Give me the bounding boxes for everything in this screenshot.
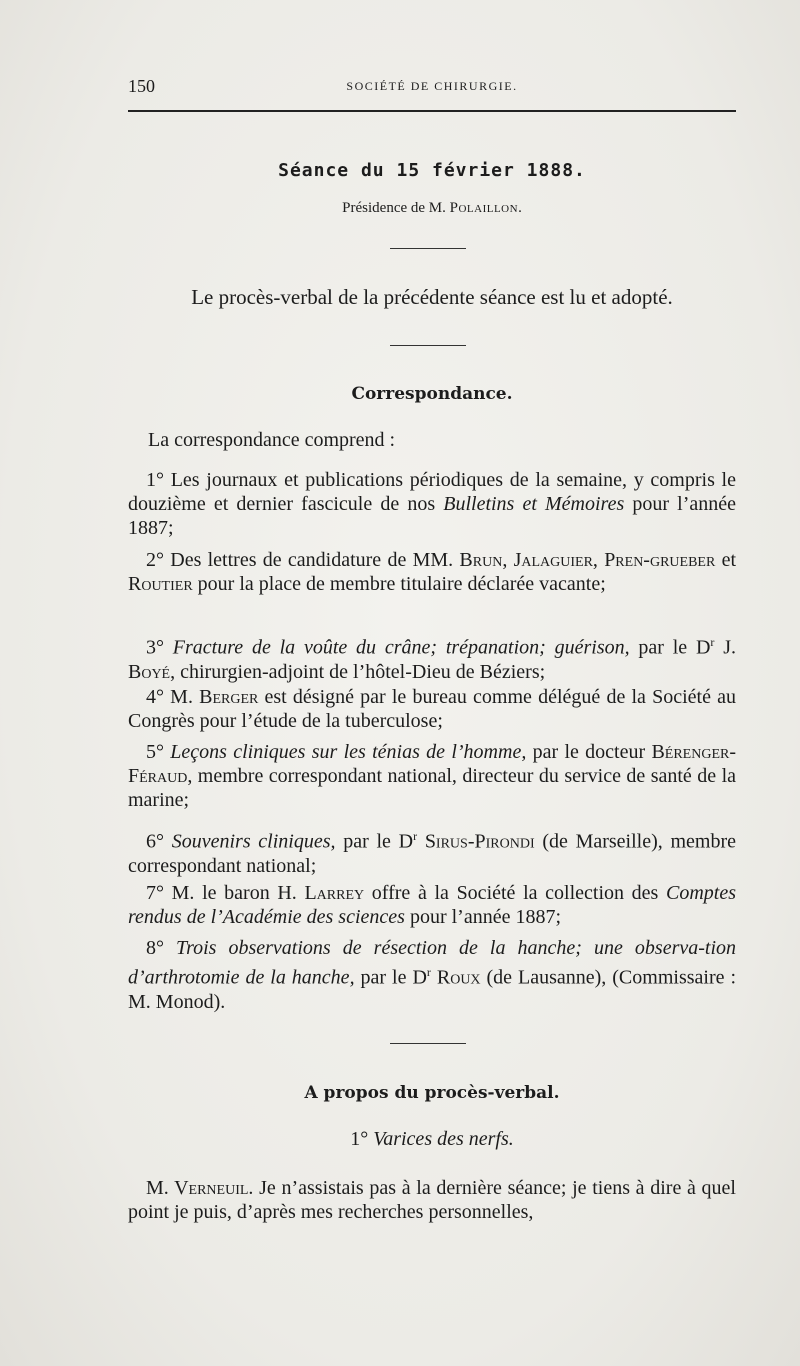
subtitle-italic: Varices des nerfs.	[373, 1128, 514, 1150]
page-number: 150	[128, 76, 155, 96]
verneuil-paragraph	[128, 1176, 736, 1224]
person-name: Berger	[199, 686, 259, 708]
item-text: 7° M. le baron H.	[146, 882, 305, 904]
superscript: r	[710, 635, 715, 649]
item-title-italic: Comptes rendus de l’Académie des sciences	[128, 882, 736, 928]
correspondance-item-4	[128, 685, 736, 733]
item-text: 1° Les journaux et publications périodiques de la semaine, y compris le douzième et dernier fascicule de nos	[128, 469, 736, 515]
item-text: et	[715, 549, 737, 571]
header-rule	[128, 110, 736, 112]
paragraph-text: Je n’assistais pas à la dernière séance; je tiens à dire à quel point je puis, d’après mes recherches personnelles,	[128, 1177, 736, 1223]
running-head: SOCIÉTÉ DE CHIRURGIE.	[346, 79, 518, 93]
item-text: est désigné par le bureau comme délégué de la Société au Congrès pour l’étude de la tuberculose;	[128, 686, 737, 732]
item-text: pour la place de membre titulaire déclarée vacante;	[192, 573, 606, 595]
item-text: 4° M.	[146, 686, 200, 708]
correspondance-item-7	[128, 881, 736, 929]
item-text: par le docteur	[526, 741, 652, 763]
item-text: 5°	[146, 741, 171, 763]
correspondance-item-5	[128, 740, 736, 812]
correspondance-item-2	[128, 548, 736, 596]
correspondance-item-6	[128, 824, 736, 878]
item-text: , chirurgien-adjoint de l’hôtel-Dieu de Béziers;	[170, 660, 546, 683]
person-name: Boyé	[128, 660, 171, 683]
presidence-suffix: .	[518, 200, 522, 216]
presidence-prefix: Présidence de M.	[342, 200, 450, 216]
person-name: Routier	[128, 573, 193, 595]
item-title-italic: Fracture de la voûte du crâne; trépanation; guérison,	[172, 636, 630, 659]
item-title-italic: Trois observations de résection de la hanche; une observa-tion d’arthrotomie de la hanche,	[128, 937, 737, 989]
item-text: pour l’année 1887;	[404, 906, 562, 928]
item-text: 8°	[146, 937, 177, 959]
item-text: J.	[714, 636, 736, 659]
correspondance-item-3	[128, 630, 736, 684]
item-text: par le D	[335, 830, 414, 853]
item-text: 6°	[146, 830, 172, 853]
page-header	[128, 76, 736, 100]
superscript: r	[413, 829, 418, 843]
section-divider	[390, 1043, 466, 1044]
section-divider	[390, 248, 466, 249]
person-name: Pren-grueber	[604, 549, 716, 571]
item-text: par le D	[354, 966, 427, 989]
item-text: (de Marseille), membre correspondant national;	[128, 830, 737, 877]
person-name: Sirus-Pirondi	[424, 830, 535, 853]
item-text: (de Lausanne), (Commissaire : M. Monod).	[128, 966, 737, 1013]
superscript: r	[426, 965, 431, 979]
session-title: Séance du 15 février 1888.	[278, 160, 586, 181]
president-name: Polaillon	[449, 200, 519, 216]
correspondance-item-8	[128, 936, 736, 1014]
correspondance-heading: Correspondance.	[351, 384, 513, 404]
item-text: par le D	[629, 636, 711, 659]
item-text: ,	[502, 549, 514, 571]
speaker-name: M. Verneuil.	[146, 1177, 254, 1199]
person-name: Larrey	[304, 882, 365, 904]
section-divider	[390, 345, 466, 346]
apropos-heading: A propos du procès-verbal.	[304, 1083, 560, 1103]
subtitle-number: 1°	[350, 1128, 374, 1150]
item-text: 3°	[146, 636, 173, 659]
item-text: ,	[592, 549, 605, 571]
item-text: pour l’année 1887;	[128, 493, 736, 539]
item-title-italic: Souvenirs cliniques,	[171, 830, 336, 853]
proces-verbal-line: Le procès-verbal de la précédente séance est lu et adopté.	[191, 285, 673, 309]
person-name: Brun	[459, 549, 503, 571]
person-name: Bérenger-Féraud	[128, 741, 736, 787]
correspondance-item-1	[128, 468, 736, 540]
item-title-italic: Bulletins et Mémoires	[443, 493, 625, 515]
item-text: , membre correspondant national, directeur du service de santé de la marine;	[128, 765, 736, 811]
presidence-line	[128, 200, 736, 217]
item-text: 2° Des lettres de candidature de MM.	[146, 549, 460, 571]
person-name: Roux	[436, 966, 481, 989]
item-text: offre à la Société la collection des	[364, 882, 666, 904]
correspondance-intro: La correspondance comprend :	[148, 429, 396, 451]
item-text	[417, 831, 425, 853]
item-title-italic: Leçons cliniques sur les ténias de l’homme,	[170, 741, 527, 763]
person-name: Jalaguier	[513, 549, 593, 571]
apropos-subtitle	[128, 1128, 736, 1151]
